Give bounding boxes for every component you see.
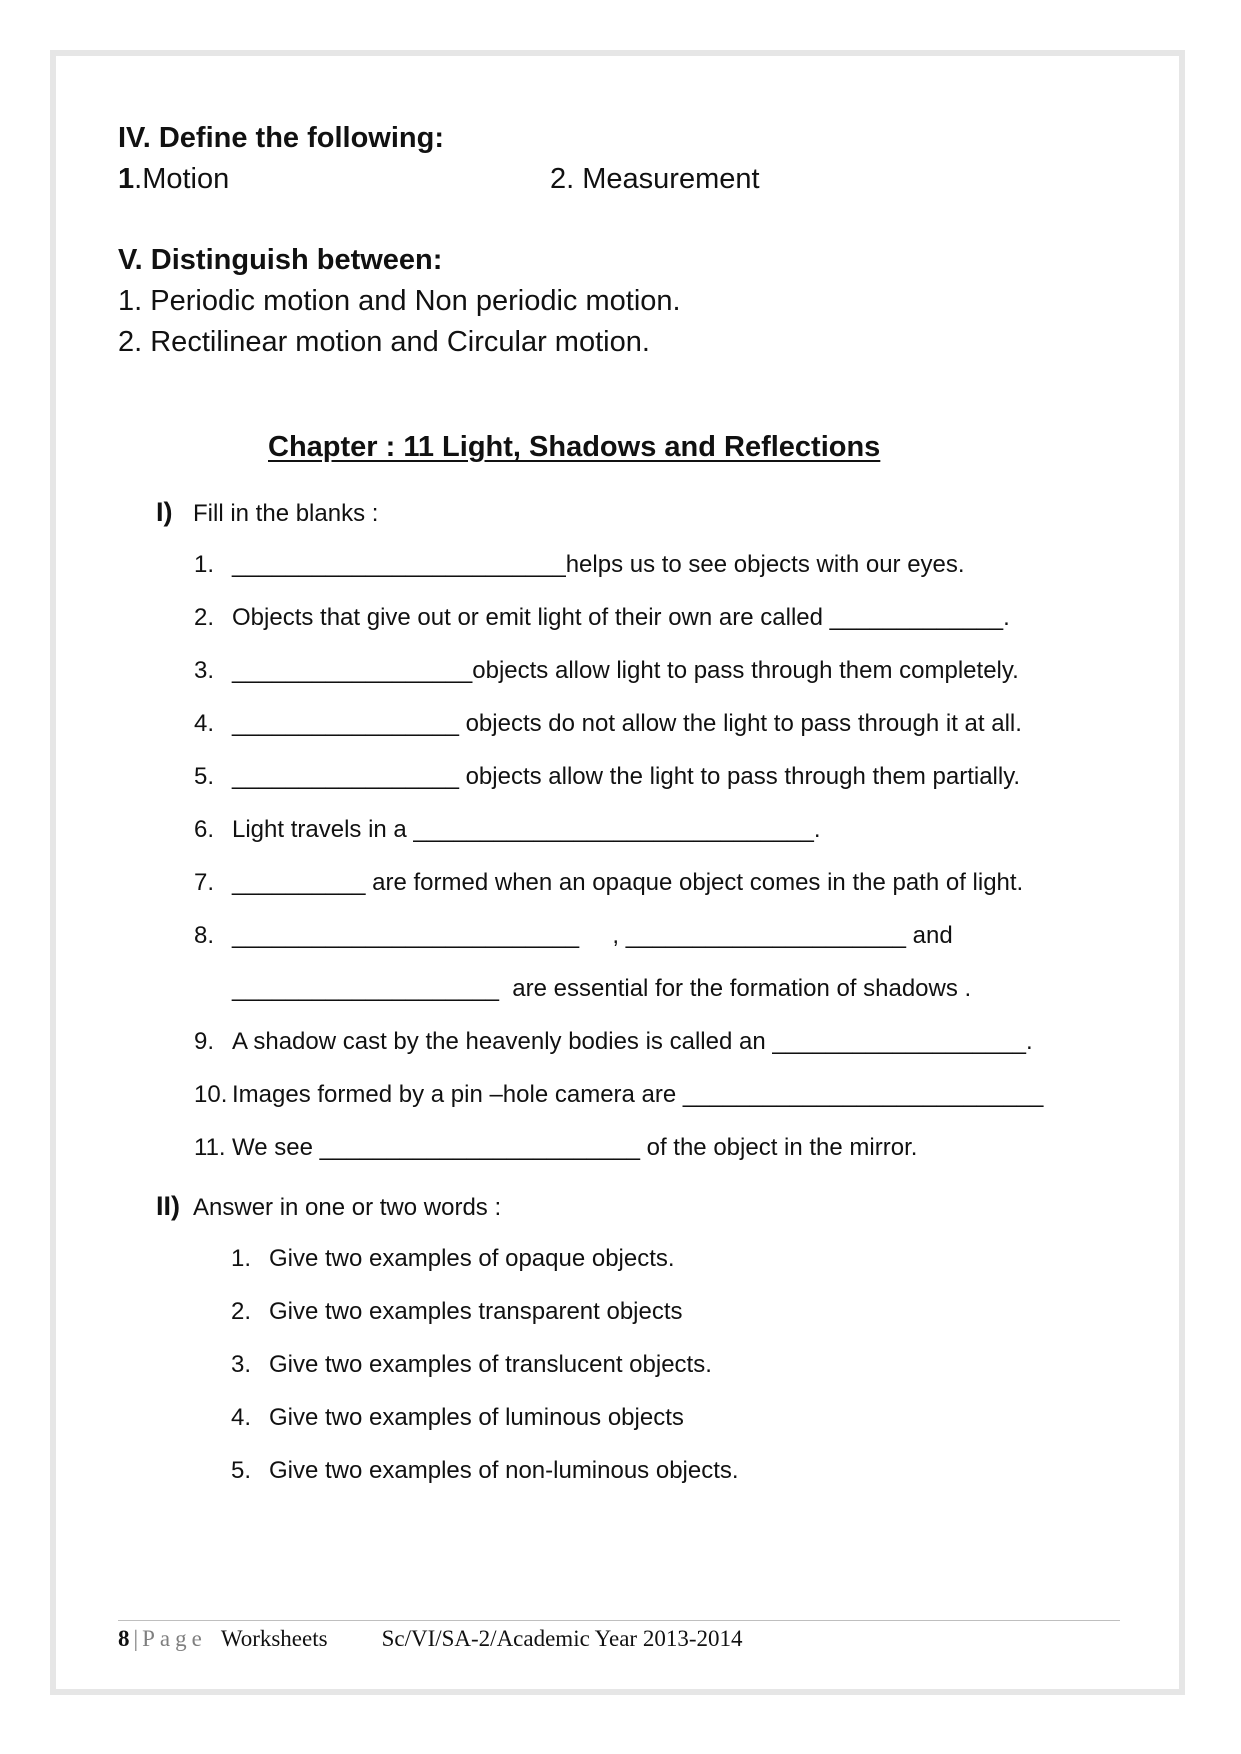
answer-item bbox=[231, 1245, 675, 1273]
item-number: 3. bbox=[231, 1351, 252, 1378]
answer-item bbox=[231, 1298, 683, 1326]
item-number: 6. bbox=[194, 816, 215, 843]
define-heading: IV. Define the following: bbox=[118, 122, 444, 154]
footer-course: Sc/VI/SA-2/Academic Year 2013-2014 bbox=[381, 1626, 743, 1651]
footer-separator: | bbox=[133, 1626, 139, 1651]
distinguish-item-1: 1. Periodic motion and Non periodic motion. bbox=[118, 285, 681, 317]
fill-blanks-heading: Fill in the blanks : bbox=[193, 500, 379, 527]
item-number: 4. bbox=[231, 1404, 252, 1431]
item-text: __________ are formed when an opaque object comes in the path of light. bbox=[232, 869, 1024, 896]
item-text: Objects that give out or emit light of their own are called _____________. bbox=[232, 604, 1010, 631]
answer-item bbox=[231, 1457, 739, 1485]
item-text: Give two examples transparent objects bbox=[269, 1298, 683, 1325]
fill-blank-item bbox=[194, 710, 1022, 738]
item-number: 3. bbox=[194, 657, 215, 684]
chapter-title: Chapter : 11 Light, Shadows and Reflections bbox=[268, 431, 881, 463]
fill-blank-item bbox=[194, 657, 1019, 685]
answer-item bbox=[231, 1351, 712, 1379]
item-number: 1. bbox=[231, 1245, 252, 1272]
item-number: 5. bbox=[194, 763, 215, 790]
item-text: Images formed by a pin –hole camera are ___________________________ bbox=[232, 1081, 1044, 1108]
answer-words-header bbox=[156, 1191, 501, 1222]
item-number: 1. bbox=[194, 551, 215, 578]
fill-blank-item bbox=[194, 869, 1023, 897]
item-number: 8. bbox=[194, 922, 215, 949]
fill-blank-item-continuation bbox=[194, 975, 971, 1003]
answer-item bbox=[231, 1404, 684, 1432]
define-item-1-text: .Motion bbox=[134, 163, 230, 195]
item-number: 2. bbox=[231, 1298, 252, 1325]
distinguish-heading: V. Distinguish between: bbox=[118, 244, 443, 276]
define-item-2: 2. Measurement bbox=[550, 163, 760, 195]
fill-blank-item bbox=[194, 816, 821, 844]
item-number: 4. bbox=[194, 710, 215, 737]
fill-blank-item bbox=[194, 551, 965, 579]
fill-blanks-roman: I) bbox=[156, 497, 173, 527]
item-number: 5. bbox=[231, 1457, 252, 1484]
fill-blank-item bbox=[194, 604, 1010, 632]
distinguish-item-2: 2. Rectilinear motion and Circular motion. bbox=[118, 326, 650, 358]
page-footer bbox=[118, 1626, 742, 1652]
footer-worksheets: Worksheets bbox=[220, 1626, 328, 1651]
define-item-1-number: 1 bbox=[118, 163, 135, 195]
fill-blank-item bbox=[194, 1081, 1043, 1109]
item-text: _________________ objects do not allow the light to pass through it at all. bbox=[232, 710, 1022, 737]
define-item-1 bbox=[118, 163, 229, 196]
item-number: 10. bbox=[194, 1081, 228, 1108]
answer-words-roman: II) bbox=[156, 1191, 180, 1221]
item-text: A shadow cast by the heavenly bodies is called an ___________________. bbox=[232, 1028, 1033, 1055]
item-text: _________________ objects allow the light to pass through them partially. bbox=[232, 763, 1021, 790]
answer-words-heading: Answer in one or two words : bbox=[193, 1194, 502, 1221]
item-text: Give two examples of translucent objects. bbox=[269, 1351, 712, 1378]
fill-blank-item bbox=[194, 1134, 917, 1162]
item-text: ____________________ are essential for the formation of shadows . bbox=[232, 975, 972, 1002]
fill-blanks-header bbox=[156, 497, 378, 528]
page-number: 8 bbox=[118, 1626, 130, 1651]
item-text: Light travels in a ______________________________. bbox=[232, 816, 821, 843]
fill-blank-item bbox=[194, 922, 953, 950]
item-number: 9. bbox=[194, 1028, 215, 1055]
item-text: __________________________ , _____________________ and bbox=[232, 922, 953, 949]
item-text: Give two examples of opaque objects. bbox=[269, 1245, 675, 1272]
item-number: 2. bbox=[194, 604, 215, 631]
item-number: 11. bbox=[194, 1134, 226, 1161]
item-number: 7. bbox=[194, 869, 215, 896]
page-label: Page bbox=[142, 1626, 207, 1651]
footer-divider bbox=[118, 1620, 1120, 1621]
item-text: Give two examples of luminous objects bbox=[269, 1404, 684, 1431]
fill-blank-item bbox=[194, 763, 1020, 791]
fill-blank-item bbox=[194, 1028, 1033, 1056]
item-text: _________________________helps us to see objects with our eyes. bbox=[232, 551, 965, 578]
item-text: We see ________________________ of the object in the mirror. bbox=[232, 1134, 918, 1161]
item-text: __________________objects allow light to pass through them completely. bbox=[232, 657, 1019, 684]
item-text: Give two examples of non-luminous objects. bbox=[269, 1457, 739, 1484]
